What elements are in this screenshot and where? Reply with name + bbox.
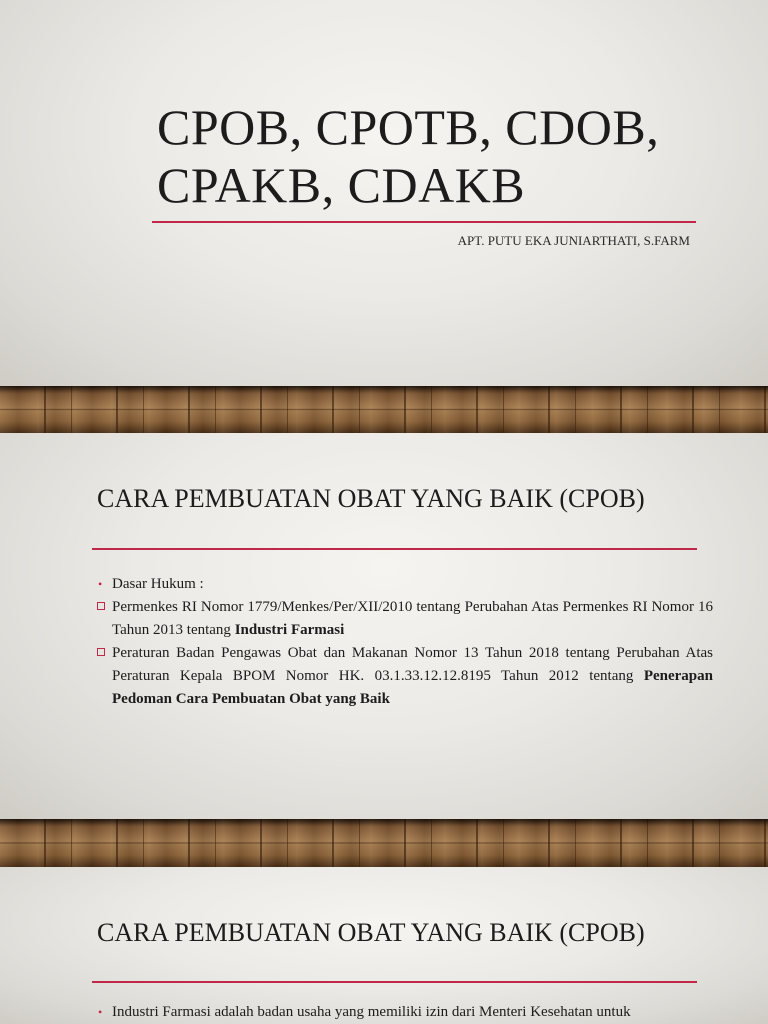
- wood-floor-divider: [0, 819, 768, 867]
- bullet-item: [97, 1001, 713, 1024]
- checkbox-item: [97, 596, 713, 642]
- checkbox-square-icon: [97, 648, 105, 656]
- slide-title: CARA PEMBUATAN OBAT YANG BAIK (CPOB): [97, 484, 645, 513]
- cpob-legal-basis-slide: [0, 433, 768, 819]
- presentation-title: [157, 98, 659, 214]
- title-divider: [92, 548, 697, 550]
- bullet-text: Dasar Hukum :: [112, 576, 204, 592]
- checkbox-square-icon: [97, 602, 105, 610]
- slide-body: [97, 1001, 713, 1024]
- bullet-dot-icon: •: [98, 1005, 103, 1019]
- item-bold-text: Penerapan Pedoman Cara Pembuatan Obat yang Baik: [112, 668, 713, 707]
- bullet-dot-icon: •: [98, 577, 103, 591]
- title-divider: [152, 221, 696, 223]
- checkbox-item: [97, 642, 713, 711]
- wood-floor-divider: [0, 386, 768, 433]
- slide-title: CARA PEMBUATAN OBAT YANG BAIK (CPOB): [97, 918, 645, 947]
- author-name: APT. PUTU EKA JUNIARTHATI, S.FARM: [457, 233, 690, 248]
- slide-body: [97, 573, 713, 711]
- title-line-1: CPOB, CPOTB, CDOB,: [157, 99, 660, 155]
- item-text: Peraturan Badan Pengawas Obat dan Makanan Nomor 13 Tahun 2018 tentang Perubahan Atas Peraturan Kepala BPOM Nomor HK. 03.1.33.12.12.8195 Tahun 2012 tentang: [112, 645, 713, 684]
- title-divider: [92, 981, 697, 983]
- bullet-text: Industri Farmasi adalah badan usaha yang memiliki izin dari Menteri Kesehatan untuk: [112, 1004, 631, 1020]
- item-text: Permenkes RI Nomor 1779/Menkes/Per/XII/2010 tentang Perubahan Atas Permenkes RI Nomor 16 Tahun 2013 tentang: [112, 599, 713, 638]
- item-bold-text: Industri Farmasi: [234, 622, 345, 638]
- title-line-2: CPAKB, CDAKB: [157, 157, 526, 213]
- bullet-item: [97, 573, 713, 596]
- title-slide: [0, 0, 768, 386]
- cpob-definition-slide: [0, 867, 768, 1024]
